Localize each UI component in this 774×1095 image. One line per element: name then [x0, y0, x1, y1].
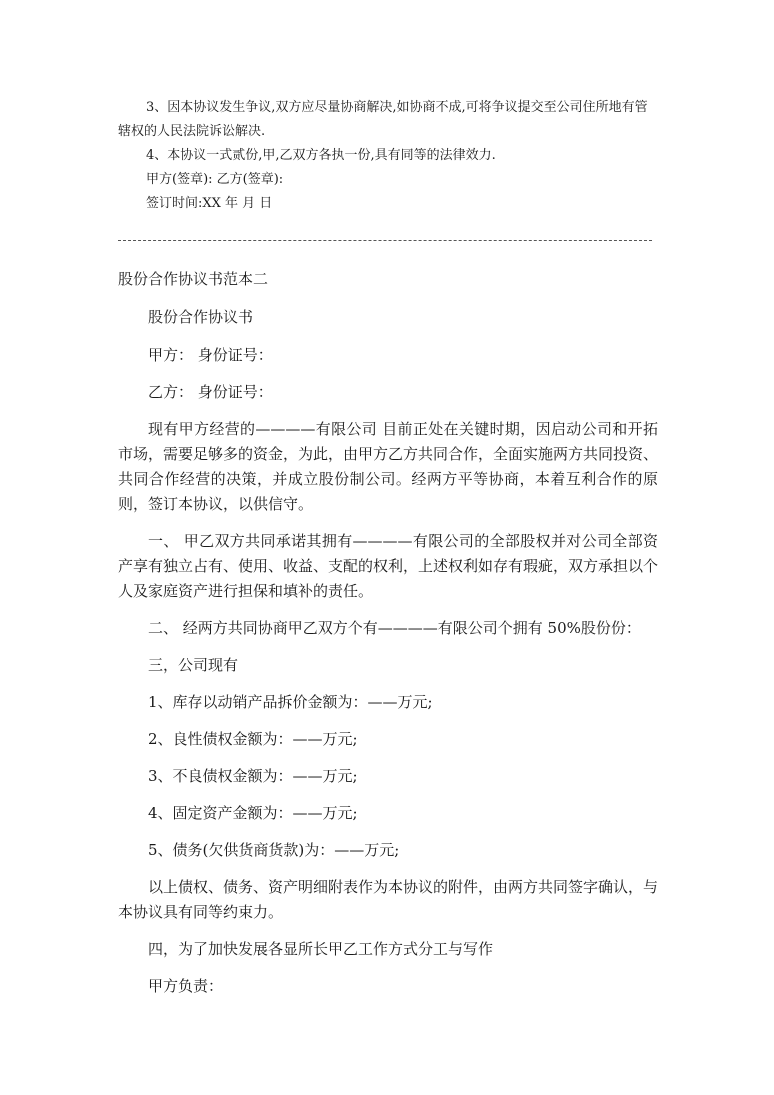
item-three: 三，公司现有: [148, 656, 239, 674]
party-b-line: 乙方： 身份证号：: [148, 383, 273, 401]
section-heading: 股份合作协议书范本二: [118, 270, 269, 288]
agreement-template-two: [118, 267, 658, 1011]
clause-4: 4、本协议一式贰份,甲,乙双方各执一份,具有同等的法律效力.: [146, 148, 496, 163]
previous-agreement-tail: [118, 96, 658, 216]
asset-item: 3、不良债权金额为：——万元;: [148, 767, 358, 785]
asset-item: 4、固定资产金额为：——万元;: [148, 804, 358, 822]
intro-paragraph: 现有甲方经营的————有限公司 目前正处在关键时期，因启动公司和开拓市场，需要足够多的资金，为此，由甲方乙方共同合作，全面实施两方共同投资、共同合作经营的决策，并成立股份制公司。经两方平等协商，本着互利合作的原则，签订本协议，以供信守。: [118, 420, 659, 513]
item-four: 四，为了加快发展各显所长甲乙工作方式分工与写作: [148, 940, 494, 958]
document-title: 股份合作协议书: [148, 308, 254, 326]
sign-date: 签订时间:XX 年 月 日: [146, 196, 273, 211]
item-one: 一、 甲乙双方共同承诺其拥有————有限公司的全部股权并对公司全部资产享有独立占有、使用、收益、支配的权利，上述权利如存有瑕疵，双方承担以个人及家庭资产进行担保和填补的责任。: [118, 532, 659, 600]
asset-item: 2、良性债权金额为：——万元;: [148, 730, 358, 748]
asset-item: 5、债务(欠供货商货款)为：——万元;: [148, 841, 400, 859]
clause-3: 3、因本协议发生争议,双方应尽量协商解决,如协商不成,可将争议提交至公司住所地有管辖权的人民法院诉讼解决.: [118, 100, 648, 139]
party-a-line: 甲方： 身份证号：: [148, 346, 273, 364]
section-divider: [118, 240, 652, 241]
party-a-duty: 甲方负责：: [148, 977, 224, 995]
asset-item: 1、库存以动销产品拆价金额为：——万元;: [148, 693, 433, 711]
attachment-note: 以上债权、债务、资产明细附表作为本协议的附件，由两方共同签字确认，与本协议具有同等约束力。: [118, 878, 659, 921]
item-two: 二、 经两方共同协商甲乙双方个有————有限公司个拥有 50%股份份：: [148, 619, 641, 637]
signature-line: 甲方(签章): 乙方(签章):: [146, 172, 284, 187]
